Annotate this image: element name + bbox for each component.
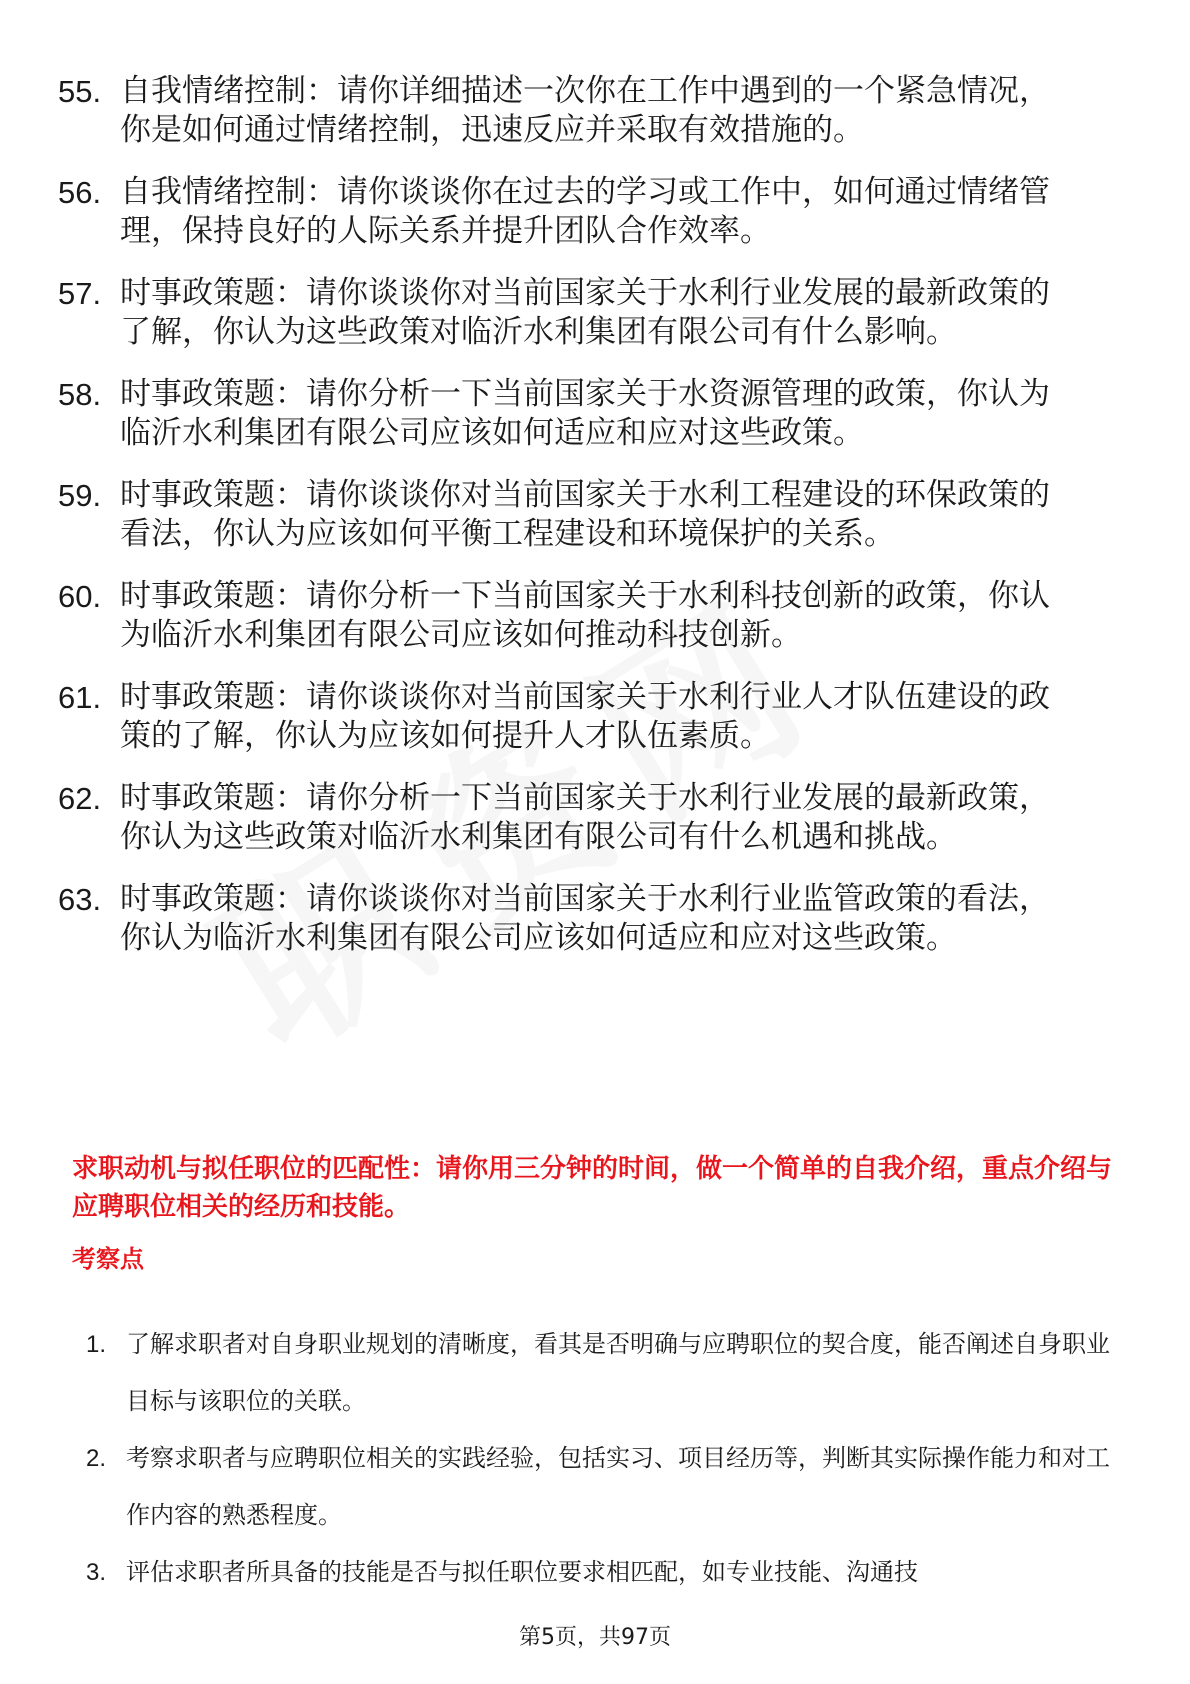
assessment-point xyxy=(86,1430,1126,1544)
question-item xyxy=(58,880,1138,958)
question-item xyxy=(58,779,1138,857)
question-item xyxy=(58,577,1138,655)
assessment-points-list xyxy=(86,1316,1126,1601)
question-item xyxy=(58,476,1138,554)
point-number: 1. xyxy=(86,1331,107,1358)
question-number: 56. xyxy=(58,175,102,210)
section-heading: 求职动机与拟任职位的匹配性：请你用三分钟的时间，做一个简单的自我介绍，重点介绍与应聘职位相关的经历和技能。 xyxy=(72,1154,1113,1222)
question-item xyxy=(58,678,1138,756)
question-text: 时事政策题：请你谈谈你对当前国家关于水利行业发展的最新政策的了解，你认为这些政策对临沂水利集团有限公司有什么影响。 xyxy=(120,275,1050,350)
assessment-point xyxy=(86,1316,1126,1430)
question-item xyxy=(58,72,1138,150)
question-text: 时事政策题：请你谈谈你对当前国家关于水利行业人才队伍建设的政策的了解，你认为应该如何提升人才队伍素质。 xyxy=(120,679,1050,754)
question-number: 63. xyxy=(58,882,102,917)
question-number: 57. xyxy=(58,276,102,311)
question-text: 时事政策题：请你分析一下当前国家关于水资源管理的政策，你认为临沂水利集团有限公司应该如何适应和应对这些政策。 xyxy=(120,376,1050,451)
point-text: 了解求职者对自身职业规划的清晰度，看其是否明确与应聘职位的契合度，能否阐述自身职业目标与该职位的关联。 xyxy=(126,1330,1110,1415)
page-footer: 第5页，共97页 xyxy=(519,1625,671,1650)
question-text: 自我情绪控制：请你谈谈你在过去的学习或工作中，如何通过情绪管理，保持良好的人际关系并提升团队合作效率。 xyxy=(120,174,1050,249)
assessment-point xyxy=(86,1544,1126,1601)
question-item xyxy=(58,173,1138,251)
question-text: 时事政策题：请你分析一下当前国家关于水利行业发展的最新政策，你认为这些政策对临沂水利集团有限公司有什么机遇和挑战。 xyxy=(120,780,1050,855)
question-item xyxy=(58,274,1138,352)
point-text: 考察求职者与应聘职位相关的实践经验，包括实习、项目经历等，判断其实际操作能力和对工作内容的熟悉程度。 xyxy=(126,1444,1110,1529)
question-number: 55. xyxy=(58,74,102,109)
question-number: 59. xyxy=(58,478,102,513)
question-list xyxy=(58,72,1138,981)
question-text: 时事政策题：请你谈谈你对当前国家关于水利工程建设的环保政策的看法，你认为应该如何平衡工程建设和环境保护的关系。 xyxy=(120,477,1050,552)
question-number: 60. xyxy=(58,579,102,614)
question-number: 61. xyxy=(58,680,102,715)
question-text: 时事政策题：请你分析一下当前国家关于水利科技创新的政策，你认为临沂水利集团有限公司应该如何推动科技创新。 xyxy=(120,578,1050,653)
assessment-points-label: 考察点 xyxy=(72,1245,144,1273)
question-text: 自我情绪控制：请你详细描述一次你在工作中遇到的一个紧急情况，你是如何通过情绪控制，迅速反应并采取有效措施的。 xyxy=(120,73,1050,148)
question-number: 62. xyxy=(58,781,102,816)
point-number: 3. xyxy=(86,1559,107,1586)
question-number: 58. xyxy=(58,377,102,412)
point-text: 评估求职者所具备的技能是否与拟任职位要求相匹配，如专业技能、沟通技 xyxy=(126,1558,918,1586)
question-text: 时事政策题：请你谈谈你对当前国家关于水利行业监管政策的看法，你认为临沂水利集团有限公司应该如何适应和应对这些政策。 xyxy=(120,881,1050,956)
point-number: 2. xyxy=(86,1445,107,1472)
question-item xyxy=(58,375,1138,453)
